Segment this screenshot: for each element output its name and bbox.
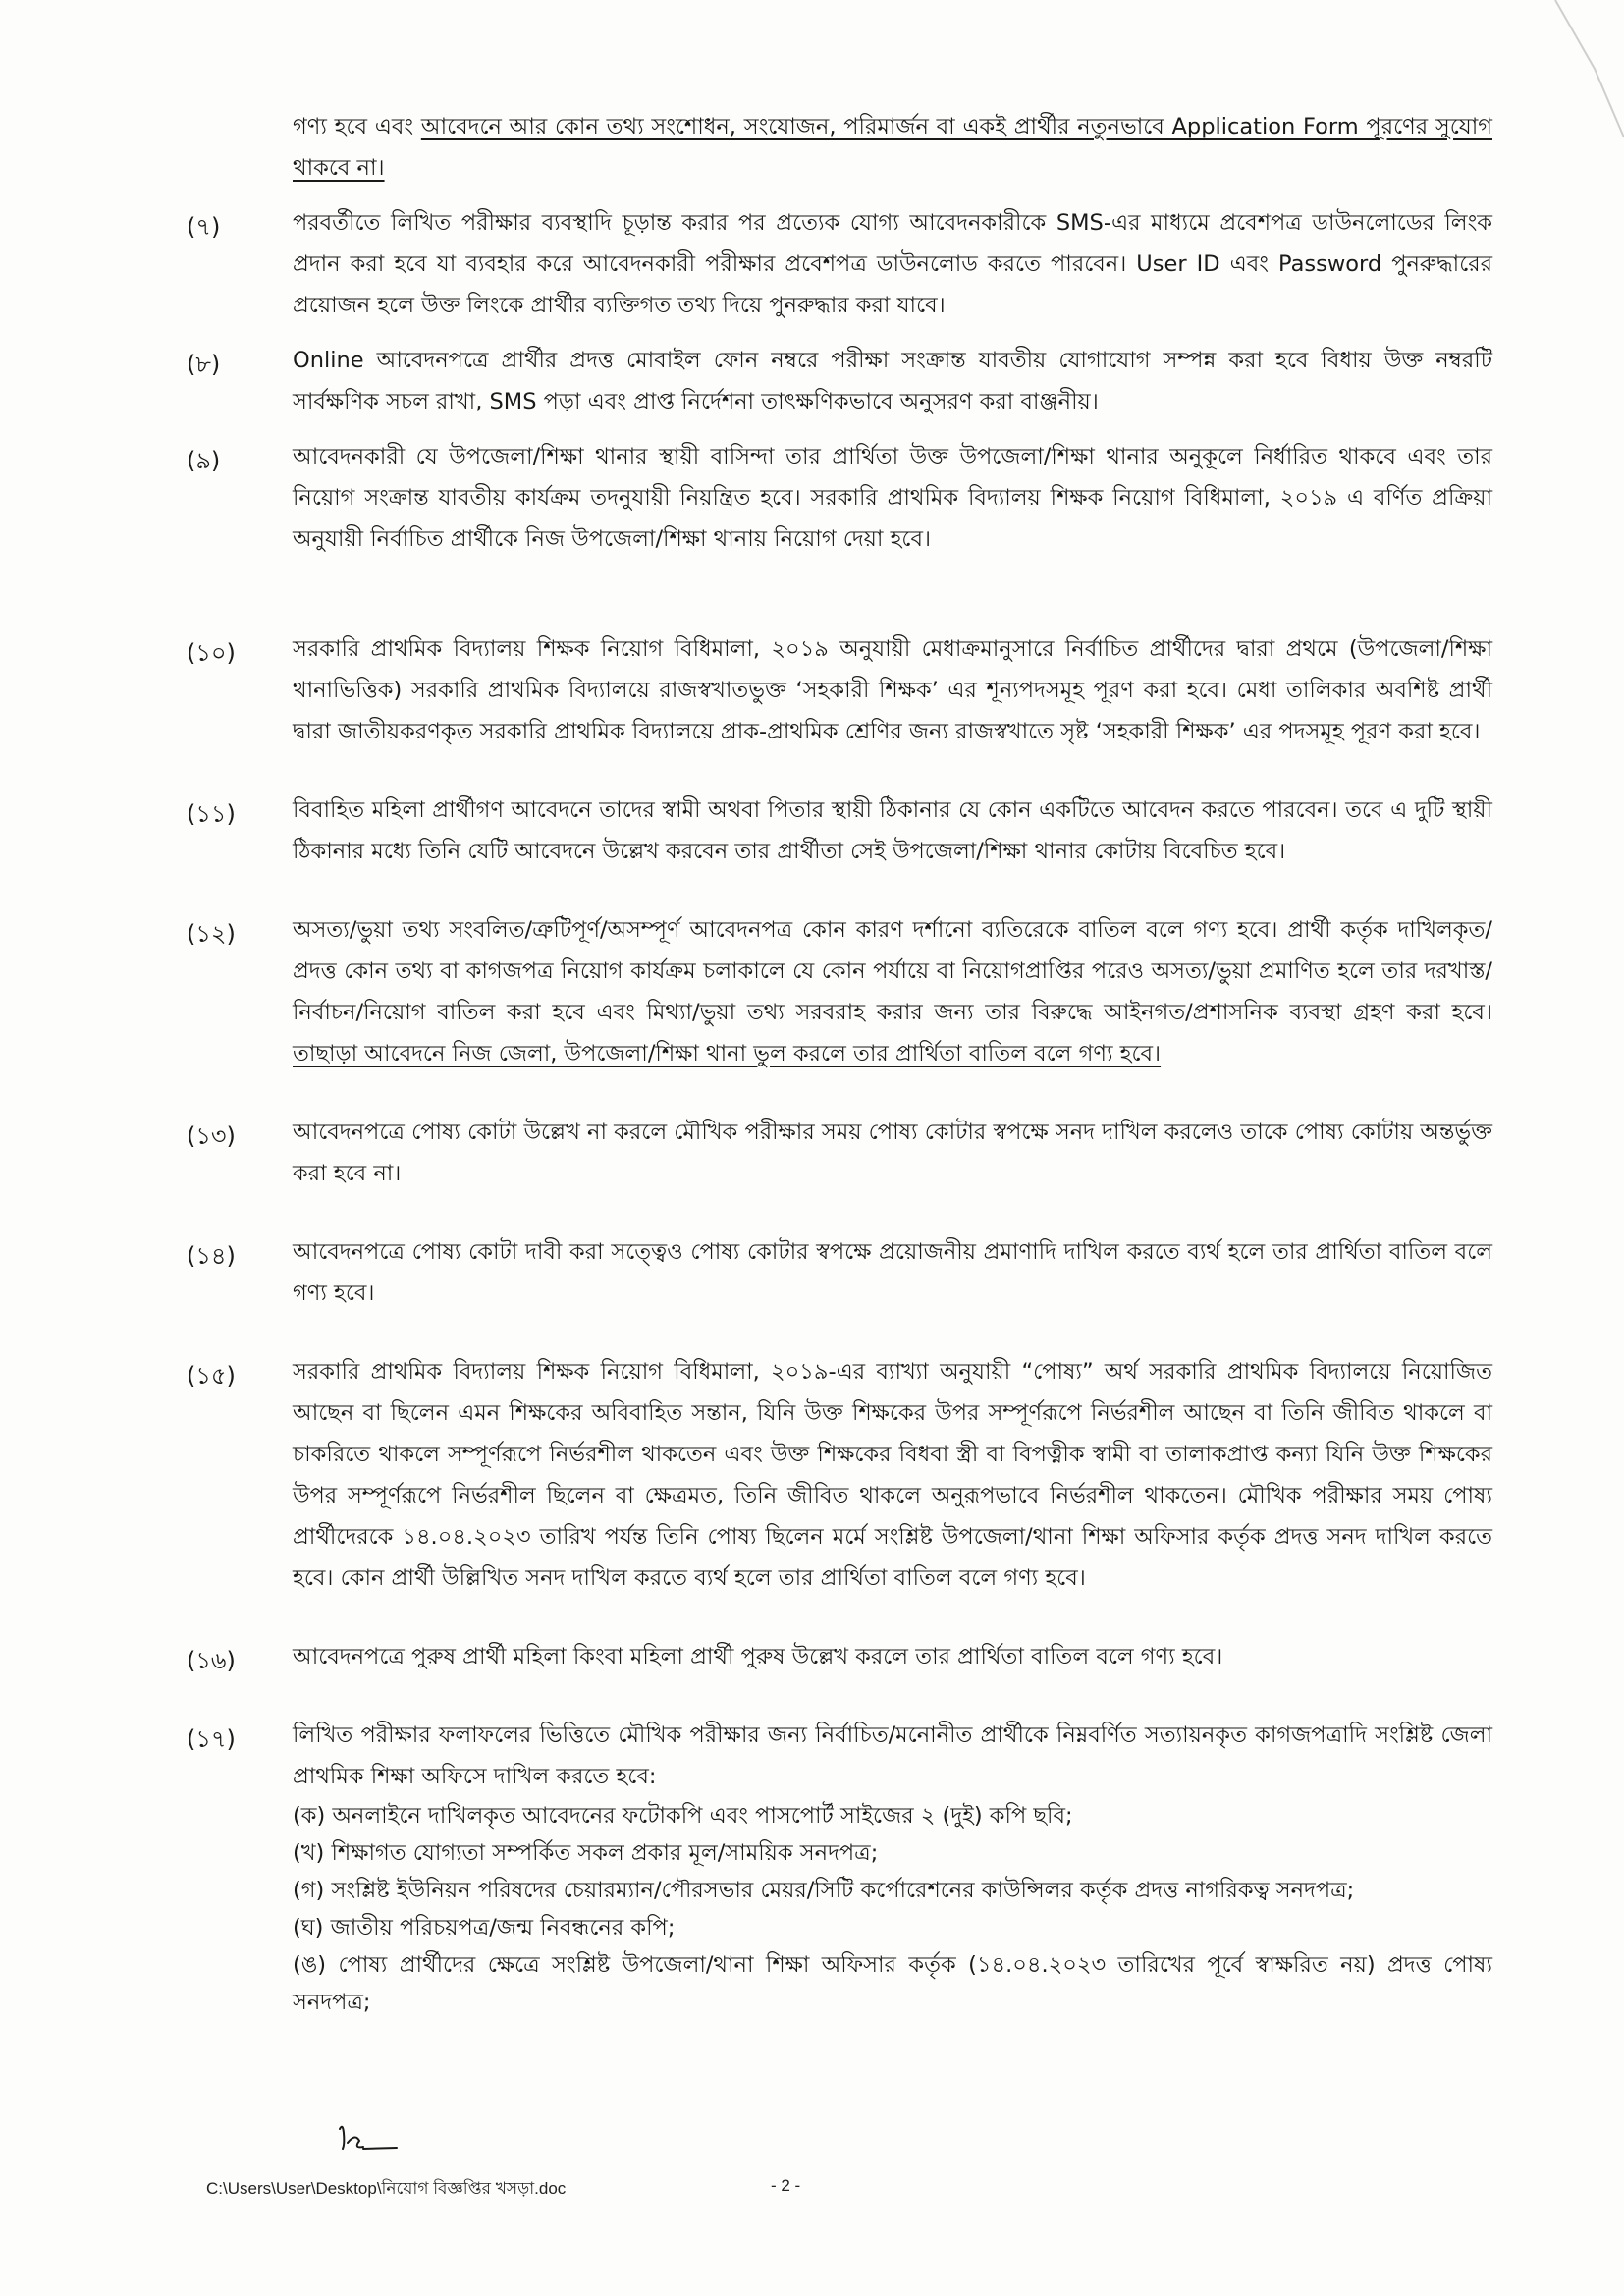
clause-text: আবেদনপত্রে পুরুষ প্রার্থী মহিলা কিংবা মহিলা প্রার্থী পুরুষ উল্লেখ করলে তার প্রার্থিতা বাতিল বলে গণ্য হবে।	[293, 1644, 1223, 1669]
clause-text: আবেদনপত্রে পোষ্য কোটা দাবী করা সত্ত্বেও পোষ্য কোটার স্বপক্ষে প্রয়োজনীয় প্রমাণাদি দাখিল করতে ব্যর্থ হলে তার প্রার্থিতা বাতিল বলে গণ্য হবে।	[293, 1239, 1492, 1306]
footer-page-number: - 2 -	[771, 2176, 801, 2195]
clause-10	[187, 629, 1492, 752]
clause-text: সরকারি প্রাথমিক বিদ্যালয় শিক্ষক নিয়োগ বিধিমালা, ২০১৯ অনুযায়ী মেধাক্রমানুসারে নির্বাচিত প্রার্থীদের দ্বারা প্রথমে (উপজেলা/শিক্ষা থানাভিত্তিক) সরকারি প্রাথমিক বিদ্যালয়ে রাজস্বখাতভুক্ত ‘সহকারী শিক্ষক’ এর শূন্যপদসমূহ পূরণ করা হবে। মেধা তালিকার অবশিষ্ট প্রার্থী দ্বারা জাতীয়করণকৃত সরকারি প্রাথমিক বিদ্যালয়ে প্রাক-প্রাথমিক শ্রেণির জন্য রাজস্বখাতে সৃষ্ট ‘সহকারী শিক্ষক’ এর পদসমূহ পূরণ করা হবে।	[293, 636, 1492, 744]
clause-17-body	[293, 1715, 1492, 2021]
clause-14	[187, 1231, 1492, 1314]
list-item: (ক) অনলাইনে দাখিলকৃত আবেদনের ফটোকপি এবং পাসপোর্ট সাইজের ২ (দুই) কপি ছবি;	[293, 1803, 1073, 1829]
clause-11	[187, 790, 1492, 872]
clause-number: (১০)	[187, 639, 236, 667]
clause-text: আবেদনপত্রে পোষ্য কোটা উল্লেখ না করলে মৌখিক পরীক্ষার সময় পোষ্য কোটার স্বপক্ষে সনদ দাখিল করলেও তাকে পোষ্য কোটায় অন্তর্ভুক্ত করা হবে না।	[293, 1120, 1492, 1186]
clause-number: (১১)	[187, 800, 236, 828]
clause-17	[187, 1715, 1492, 2021]
clause-text: বিবাহিত মহিলা প্রার্থীগণ আবেদনে তাদের স্বামী অথবা পিতার স্থায়ী ঠিকানার যে কোন একটিতে আবেদন করতে পারবেন। তবে এ দুটি স্থায়ী ঠিকানার মধ্যে তিনি যেটি আবেদনে উল্লেখ করবেন তার প্রার্থীতা সেই উপজেলা/শিক্ষা থানার কোটায় বিবেচিত হবে।	[293, 797, 1492, 864]
clause-text: Online আবেদনপত্রে প্রার্থীর প্রদত্ত মোবাইল ফোন নম্বরে পরীক্ষা সংক্রান্ত যাবতীয় যোগাযোগ সম্পন্ন করা হবে বিধায় উক্ত নম্বরটি সার্বক্ষণিক সচল রাখা, SMS পড়া এবং প্রাপ্ত নির্দেশনা তাৎক্ষণিকভাবে অনুসরণ করা বাঞ্জনীয়।	[293, 348, 1492, 414]
clause-main-text: অসত্য/ভুয়া তথ্য সংবলিত/ত্রুটিপূর্ণ/অসম্পূর্ণ আবেদনপত্র কোন কারণ দর্শানো ব্যতিরেকে বাতিল বলে গণ্য হবে। প্রার্থী কর্তৃক দাখিলকৃত/প্রদত্ত কোন তথ্য বা কাগজপত্র নিয়োগ কার্যক্রম চলাকালে যে কোন পর্যায়ে বা নিয়োগপ্রাপ্তির পরেও অসত্য/ভুয়া প্রমাণিত হলে তার দরখাস্ত/নির্বাচন/নিয়োগ বাতিল করা হবে এবং মিথ্যা/ভুয়া তথ্য সরবরাহ করার জন্য তার বিরুদ্ধে আইনগত/প্রশাসনিক ব্যবস্থা গ্রহণ করা হবে।	[293, 917, 1492, 1025]
clause-number: (১৩)	[187, 1122, 236, 1150]
initials-signature	[334, 2119, 403, 2159]
clause-7	[187, 202, 1492, 326]
page-fold-mark	[1536, 0, 1624, 147]
list-item: (খ) শিক্ষাগত যোগ্যতা সম্পর্কিত সকল প্রকার মূল/সাময়িক সনদপত্র;	[293, 1840, 879, 1866]
clause-text: সরকারি প্রাথমিক বিদ্যালয় শিক্ষক নিয়োগ বিধিমালা, ২০১৯-এর ব্যাখ্যা অনুযায়ী “পোষ্য” অর্থ সরকারি প্রাথমিক বিদ্যালয়ে নিয়োজিত আছেন বা ছিলেন এমন শিক্ষকের অবিবাহিত সন্তান, যিনি উক্ত শিক্ষকের উপর সম্পূর্ণরূপে নির্ভরশীল আছেন বা তিনি জীবিত থাকলে বা চাকরিতে থাকলে সম্পূর্ণরূপে নির্ভরশীল থাকতেন এবং উক্ত শিক্ষকের বিধবা স্ত্রী বা বিপত্নীক স্বামী বা তালাকপ্রাপ্ত কন্যা যিনি উক্ত শিক্ষকের উপর সম্পূর্ণরূপে নির্ভরশীল ছিলেন বা ক্ষেত্রমত, তিনি জীবিত থাকলে অনুরূপভাবে নির্ভরশীল থাকতেন। মৌখিক পরীক্ষার সময় পোষ্য প্রার্থীদেরকে ১৪.০৪.২০২৩ তারিখ পর্যন্ত তিনি পোষ্য ছিলেন মর্মে সংশ্লিষ্ট উপজেলা/থানা শিক্ষা অফিসার কর্তৃক প্রদত্ত সনদ দাখিল করতে হবে। কোন প্রার্থী উল্লিখিত সনদ দাখিল করতে ব্যর্থ হলে তার প্রার্থিতা বাতিল বলে গণ্য হবে।	[293, 1359, 1492, 1591]
document-body	[187, 106, 1492, 2021]
clause-number: (১৭)	[187, 1725, 236, 1753]
clause-number: (১২)	[187, 920, 236, 948]
clause-number: (১৪)	[187, 1242, 236, 1270]
clause-number: (৭)	[187, 213, 221, 241]
clause-15	[187, 1351, 1492, 1599]
clause-8	[187, 340, 1492, 422]
clause-underlined-text: তাছাড়া আবেদনে নিজ জেলা, উপজেলা/শিক্ষা থানা ভুল করলে তার প্রার্থিতা বাতিল বলে গণ্য হবে।	[293, 1041, 1162, 1066]
list-item: (গ) সংশ্লিষ্ট ইউনিয়ন পরিষদের চেয়ারম্যান/পৌরসভার মেয়র/সিটি কর্পোরেশনের কাউন্সিলর কর্তৃক প্রদত্ত নাগরিকত্ব সনদপত্র;	[293, 1878, 1355, 1903]
clause-text	[293, 909, 1492, 1074]
intro-text: গণ্য হবে এবং	[293, 114, 421, 139]
intro-paragraph	[187, 106, 1492, 189]
clause-16	[187, 1636, 1492, 1677]
clause-text: আবেদনকারী যে উপজেলা/শিক্ষা থানার স্থায়ী বাসিন্দা তার প্রার্থিতা উক্ত উপজেলা/শিক্ষা থানার অনুকূলে নির্ধারিত থাকবে এবং তার নিয়োগ সংক্রান্ত যাবতীয় কার্যক্রম তদনুযায়ী নিয়ন্ত্রিত হবে। সরকারি প্রাথমিক বিদ্যালয় শিক্ষক নিয়োগ বিধিমালা, ২০১৯ এ বর্ণিত প্রক্রিয়া অনুযায়ী নির্বাচিত প্রার্থীকে নিজ উপজেলা/শিক্ষা থানায় নিয়োগ দেয়া হবে।	[293, 444, 1492, 552]
clause-number: (৮)	[187, 351, 221, 378]
intro-underlined-text: আবেদনে আর কোন তথ্য সংশোধন, সংযোজন, পরিমার্জন বা একই প্রার্থীর নতুনভাবে Application Form পূরণের সুযোগ থাকবে না।	[293, 114, 1492, 181]
required-documents-list	[293, 1797, 1492, 2021]
clause-number: (১৬)	[187, 1647, 236, 1674]
clause-12	[187, 909, 1492, 1074]
list-item: (ঙ) পোষ্য প্রার্থীদের ক্ষেত্রে সংশ্লিষ্ট উপজেলা/থানা শিক্ষা অফিসার কর্তৃক (১৪.০৪.২০২৩ তারিখের পূর্বে স্বাক্ষরিত নয়) প্রদত্ত পোষ্য সনদপত্র;	[293, 1952, 1492, 2015]
clause-number: (১৫)	[187, 1362, 236, 1390]
list-item: (ঘ) জাতীয় পরিচয়পত্র/জন্ম নিবন্ধনের কপি;	[293, 1915, 676, 1941]
clause-9	[187, 436, 1492, 560]
clause-text: লিখিত পরীক্ষার ফলাফলের ভিত্তিতে মৌখিক পরীক্ষার জন্য নির্বাচিত/মনোনীত প্রার্থীকে নিম্নবর্ণিত সত্যায়নকৃত কাগজপত্রাদি সংশ্লিষ্ট জেলা প্রাথমিক শিক্ষা অফিসে দাখিল করতে হবে:	[293, 1722, 1492, 1789]
clause-number: (৯)	[187, 447, 221, 474]
footer-file-path: C:\Users\User\Desktop\নিয়োগ বিজ্ঞপ্তির খসড়া.doc	[206, 2179, 567, 2198]
clause-13	[187, 1112, 1492, 1194]
clause-text: পরবর্তীতে লিখিত পরীক্ষার ব্যবস্থাদি চূড়ান্ত করার পর প্রত্যেক যোগ্য আবেদনকারীকে SMS-এর মাধ্যমে প্রবেশপত্র ডাউনলোডের লিংক প্রদান করা হবে যা ব্যবহার করে আবেদনকারী পরীক্ষার প্রবেশপত্র ডাউনলোড করতে পারবেন। User ID এবং Password পুনরুদ্ধারের প্রয়োজন হলে উক্ত লিংকে প্রার্থীর ব্যক্তিগত তথ্য দিয়ে পুনরুদ্ধার করা যাবে।	[293, 210, 1492, 318]
